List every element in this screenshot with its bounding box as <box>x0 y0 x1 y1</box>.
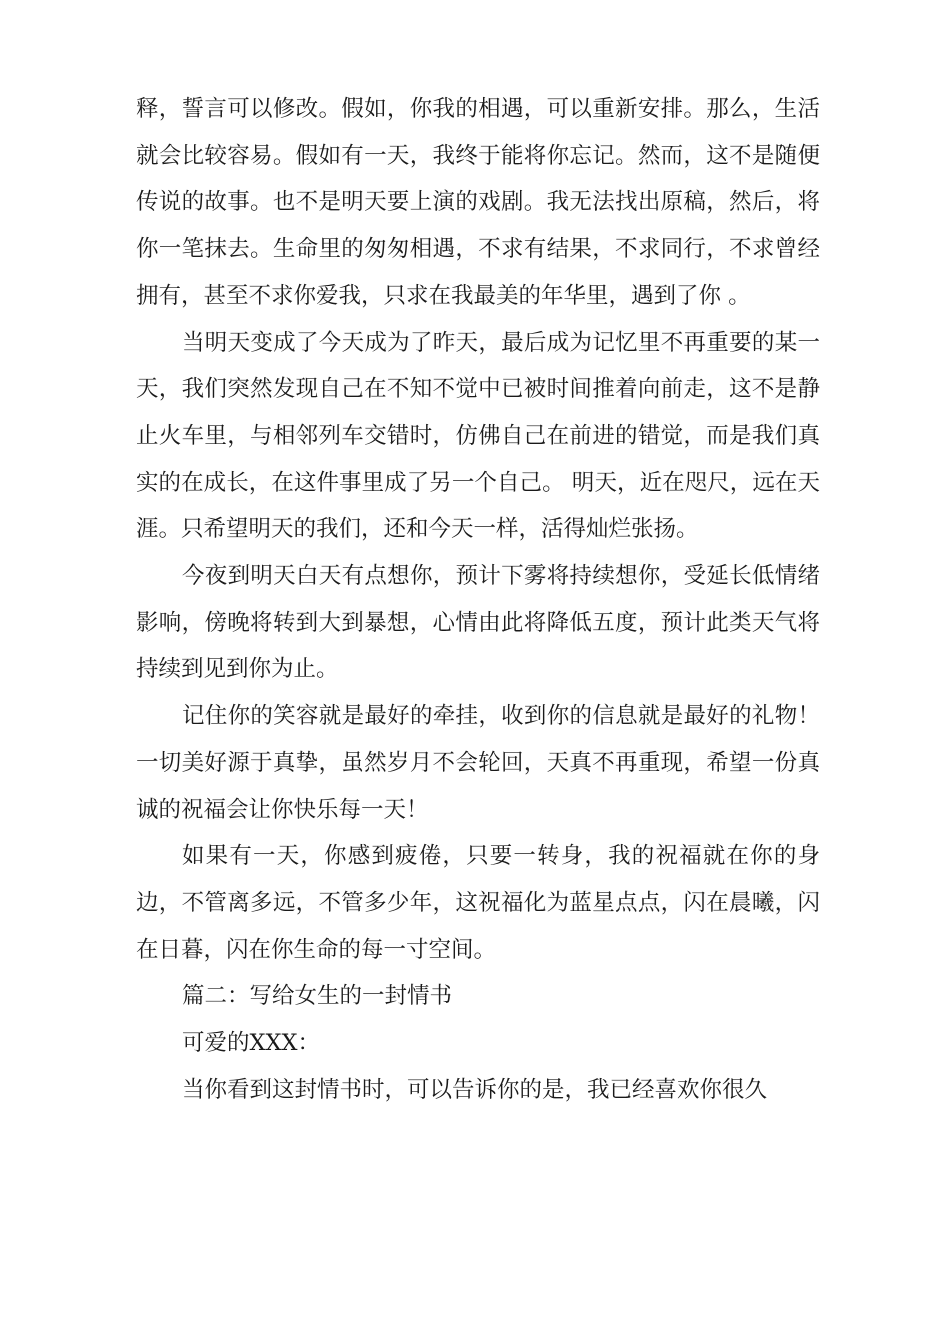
paragraph-continued: 释，誓言可以修改。假如，你我的相遇，可以重新安排。那么，生活就会比较容易。假如有一天，我终于能将你忘记。然而，这不是随便传说的故事。也不是明天要上演的戏剧。我无法找出原稿，然后，将你一笔抹去。生命里的匆匆相遇，不求有结果，不求同行，不求曾经拥有，甚至不求你爱我，只求在我最美的年华里，遇到了你 。 <box>136 96 820 309</box>
paragraph-tomorrow: 当明天变成了今天成为了昨天，最后成为记忆里不再重要的某一天，我们突然发现自己在不知不觉中已被时间推着向前走，这不是静止火车里，与相邻列车交错时，仿佛自己在前进的错觉，而是我们真实的在成长，在这件事里成了另一个自己。 明天，近在咫尺，远在天涯。只希望明天的我们，还和今天一样，活得灿烂张扬。 <box>136 329 820 543</box>
paragraph-weather-forecast: 今夜到明天白天有点想你，预计下雾将持续想你，受延长低情绪影响，傍晚将转到大到暴想，心情由此将降低五度，预计此类天气将持续到见到你为止。 <box>136 563 820 683</box>
section-heading: 篇二：写给女生的一封情书 <box>182 983 453 1010</box>
paragraph-blessing: 如果有一天，你感到疲倦，只要一转身，我的祝福就在你的身边，不管离多远，不管多少年，这祝福化为蓝星点点，闪在晨曦，闪在日暮，闪在你生命的每一寸空间。 <box>136 843 820 963</box>
letter-salutation: 可爱的XXX： <box>182 1030 321 1057</box>
document-page <box>136 86 820 1113</box>
paragraph-smile: 记住你的笑容就是最好的牵挂，收到你的信息就是最好的礼物！一切美好源于真挚，虽然岁月不会轮回，天真不再重现，希望一份真诚的祝福会让你快乐每一天！ <box>136 703 820 823</box>
letter-opening: 当你看到这封情书时，可以告诉你的是，我已经喜欢你很久 <box>182 1076 768 1103</box>
